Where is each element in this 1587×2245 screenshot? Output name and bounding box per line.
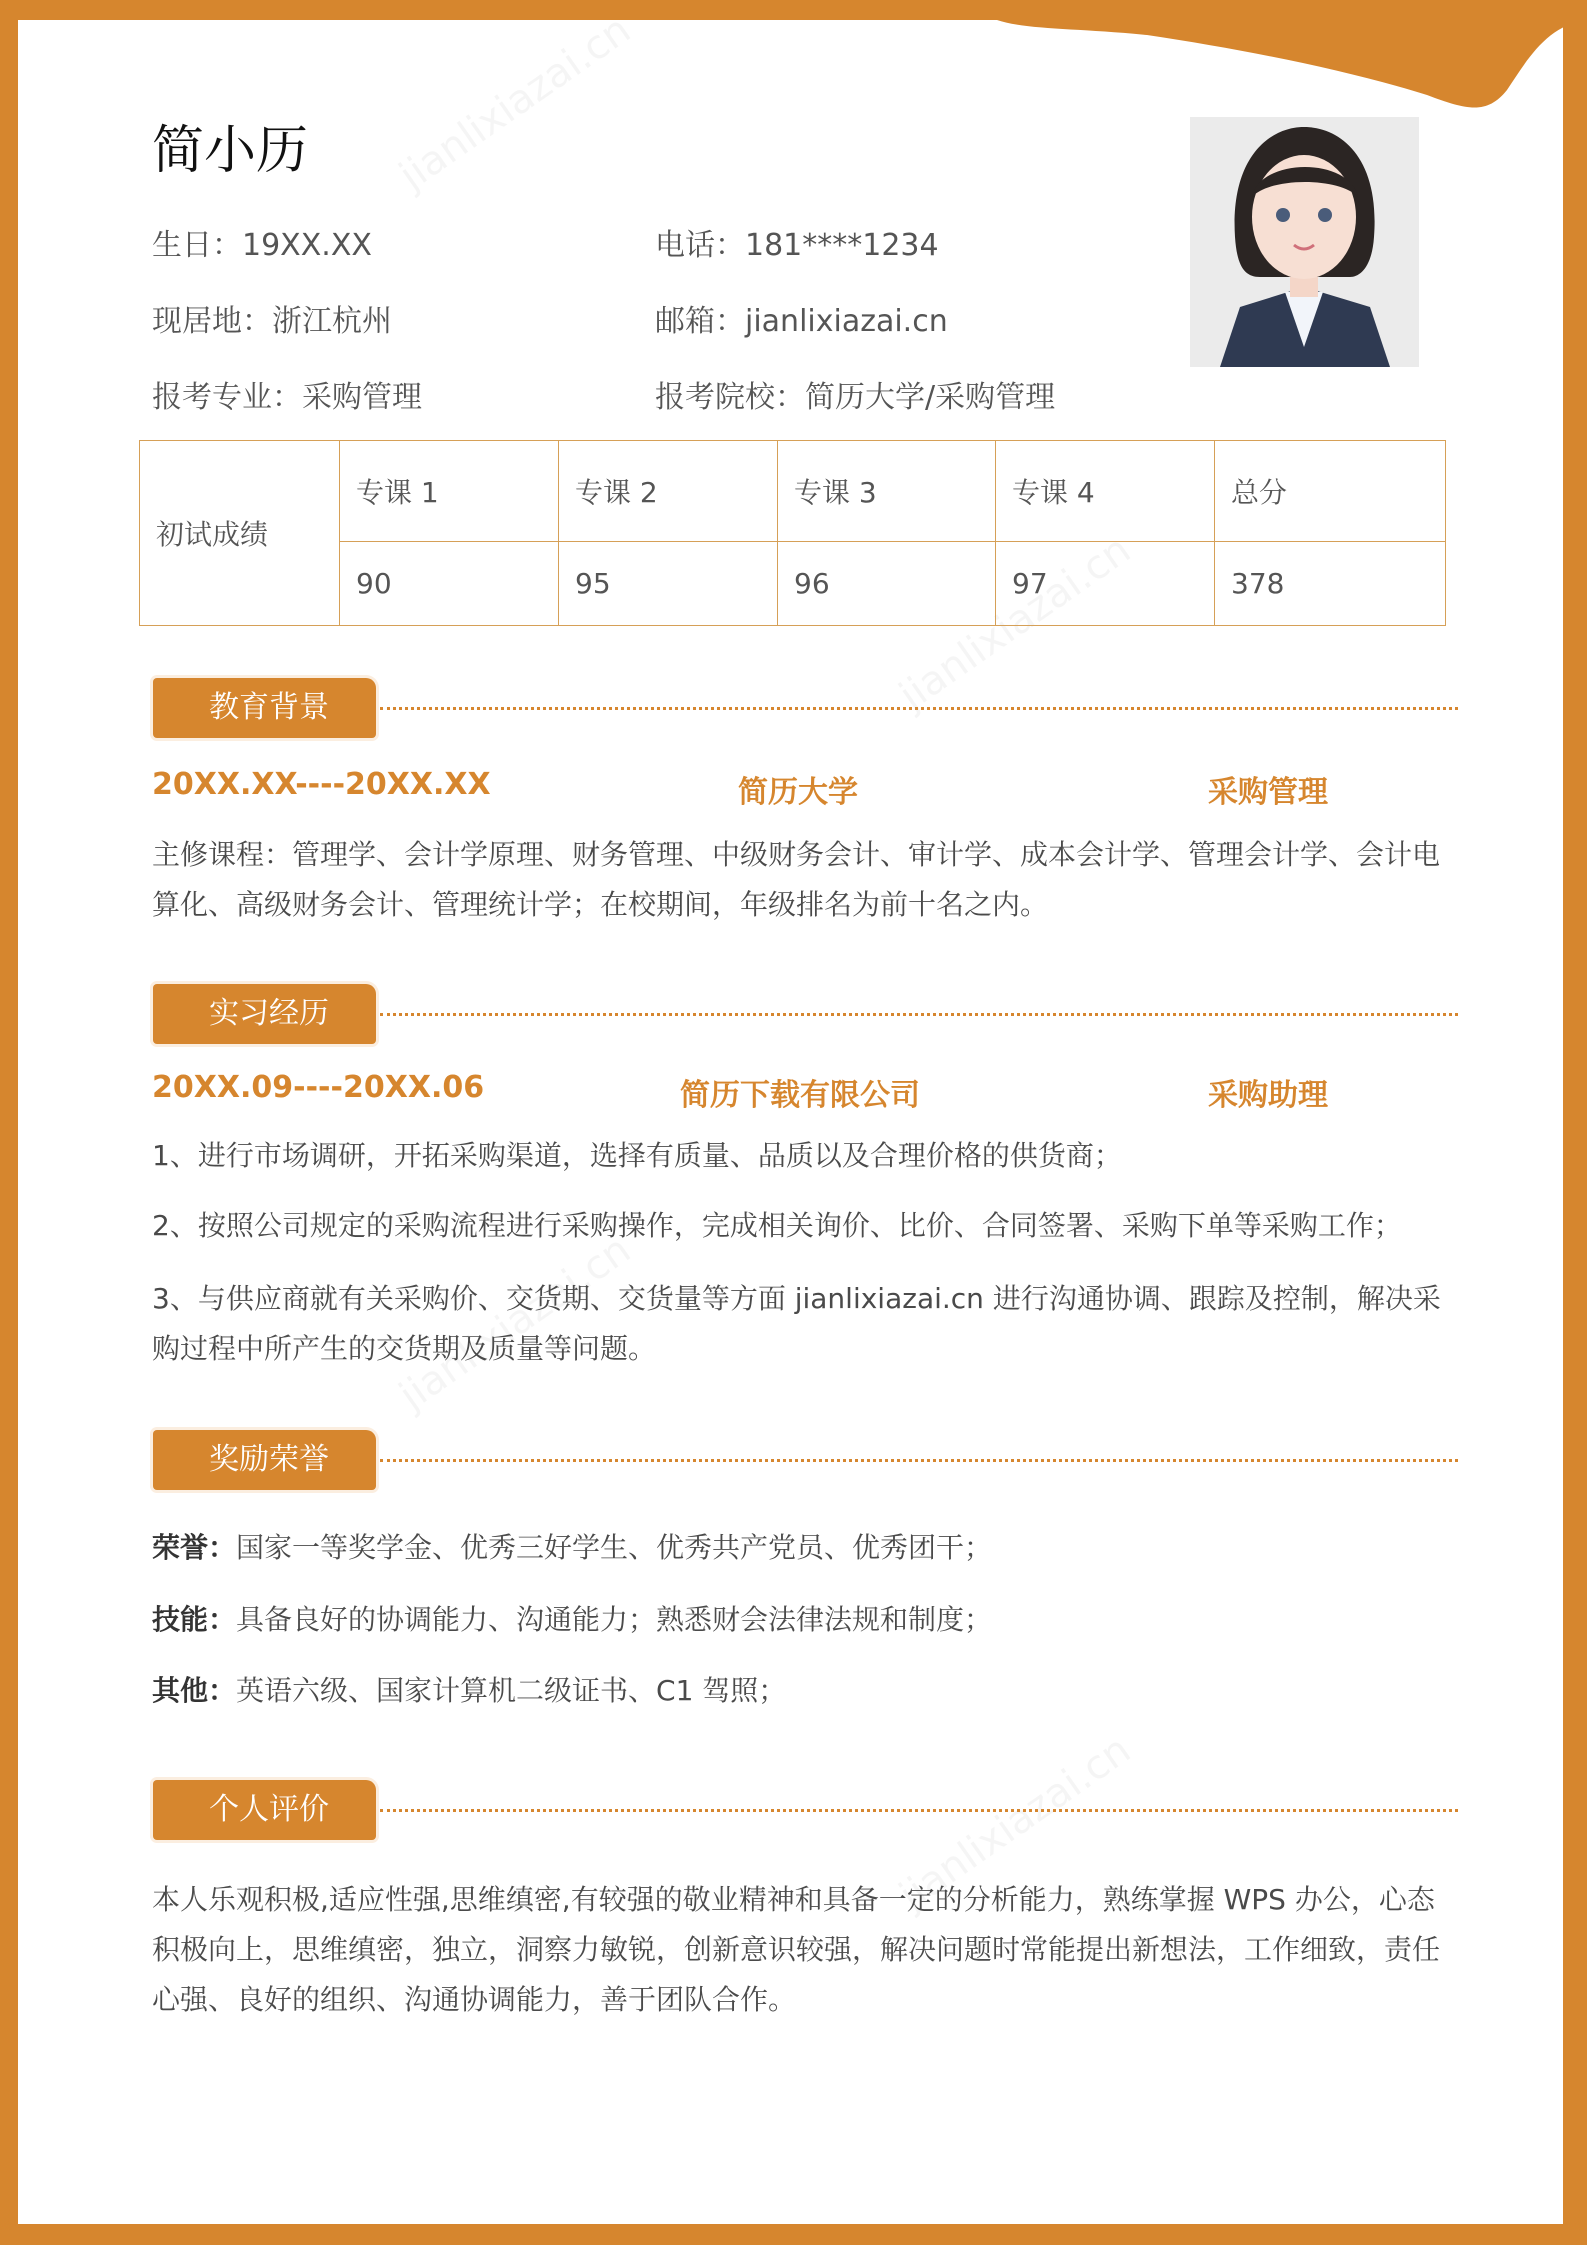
applied-school: 报考院校：简历大学/采购管理 <box>655 380 1056 415</box>
watermark <box>391 7 639 200</box>
phone: 电话：181****1234 <box>655 228 939 263</box>
education-major: 采购管理 <box>1208 775 1328 810</box>
score-value: 97 <box>996 542 1215 626</box>
score-header: 专课 4 <box>996 441 1215 542</box>
section-divider <box>380 1809 1458 1812</box>
internship-company: 简历下载有限公司 <box>680 1078 920 1113</box>
candidate-name: 简小历 <box>152 121 309 181</box>
score-header: 专课 3 <box>778 441 996 542</box>
self-evaluation-text: 本人乐观积极,适应性强,思维缜密,有较强的敬业精神和具备一定的分析能力，熟练掌握 WPS 办公，心态积极向上，思维缜密，独立，洞察力敏锐，创新意识较强，解决问题时常能提出新想法，工作细致，责任心强、良好的组织、沟通协调能力，善于团队合作。 <box>152 1883 1441 2016</box>
section-divider <box>380 1459 1458 1462</box>
education-courses: 主修课程：管理学、会计学原理、财务管理、中级财务会计、审计学、成本会计学、管理会计学、会计电算化、高级财务会计、管理统计学；在校期间，年级排名为前十名之内。 <box>152 838 1441 921</box>
award-text: 具备良好的协调能力、沟通能力；熟悉财会法律法规和制度； <box>236 1603 993 1636</box>
award-label: 其他： <box>152 1674 237 1707</box>
section-divider <box>380 1013 1458 1016</box>
education-school: 简历大学 <box>738 775 858 810</box>
section-title-awards: 奖励荣誉 <box>153 1430 376 1490</box>
scores-label: 初试成绩 <box>140 441 340 626</box>
preliminary-scores-table <box>139 440 1446 626</box>
email: 邮箱：jianlixiazai.cn <box>655 304 948 339</box>
section-title-evaluation: 个人评价 <box>153 1780 376 1840</box>
decorative-wave <box>827 0 1587 120</box>
education-period: 20XX.XX----20XX.XX <box>152 767 491 802</box>
score-header: 总分 <box>1215 441 1446 542</box>
score-value: 90 <box>340 542 559 626</box>
birthday: 生日：19XX.XX <box>152 228 372 263</box>
section-title-internship: 实习经历 <box>153 984 376 1044</box>
award-text: 国家一等奖学金、优秀三好学生、优秀共产党员、优秀团干； <box>236 1531 993 1564</box>
location: 现居地：浙江杭州 <box>152 304 392 339</box>
section-title-education: 教育背景 <box>153 678 376 738</box>
score-header: 专课 1 <box>340 441 559 542</box>
award-label: 荣誉： <box>152 1531 237 1564</box>
internship-role: 采购助理 <box>1208 1078 1328 1113</box>
award-label: 技能： <box>152 1603 237 1636</box>
award-item <box>152 1523 1452 1573</box>
score-value: 95 <box>559 542 778 626</box>
applied-major: 报考专业：采购管理 <box>152 380 422 415</box>
section-divider <box>380 707 1458 710</box>
internship-item: 1、进行市场调研，开拓采购渠道，选择有质量、品质以及合理价格的供货商； <box>152 1139 1122 1172</box>
internship-item: 2、按照公司规定的采购流程进行采购操作，完成相关询价、比价、合同签署、采购下单等采购工作； <box>152 1209 1402 1242</box>
award-item <box>152 1666 1452 1716</box>
award-item <box>152 1595 1452 1645</box>
internship-item: 3、与供应商就有关采购价、交货期、交货量等方面 jianlixiazai.cn 进行沟通协调、跟踪及控制，解决采购过程中所产生的交货期及质量等问题。 <box>152 1282 1441 1365</box>
score-value: 96 <box>778 542 996 626</box>
profile-photo <box>1190 117 1419 367</box>
score-value: 378 <box>1215 542 1446 626</box>
internship-period: 20XX.09----20XX.06 <box>152 1070 485 1105</box>
score-header: 专课 2 <box>559 441 778 542</box>
award-text: 英语六级、国家计算机二级证书、C1 驾照； <box>236 1674 787 1707</box>
